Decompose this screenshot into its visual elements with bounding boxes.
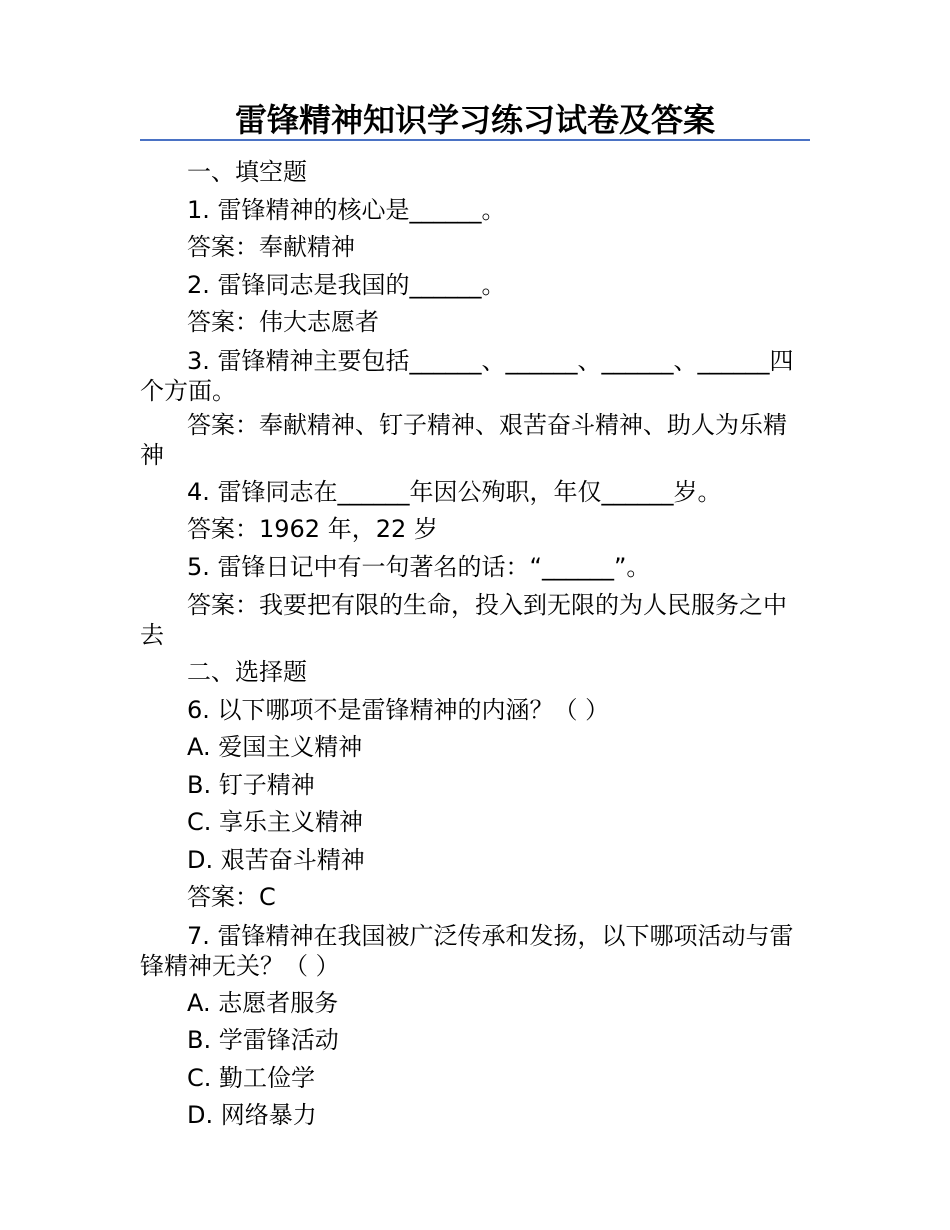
question-6: 6. 以下哪项不是雷锋精神的内涵？（ ） xyxy=(187,695,610,724)
option-7b: B. 学雷锋活动 xyxy=(187,1026,339,1054)
answer-2: 答案：伟大志愿者 xyxy=(187,308,379,336)
question-4: 4. 雷锋同志在______年因公殉职，年仅______岁。 xyxy=(187,477,722,506)
option-7d: D. 网络暴力 xyxy=(187,1101,317,1129)
document-body xyxy=(140,154,810,1135)
question-7: 7. 雷锋精神在我国被广泛传承和发扬，以下哪项活动与雷锋精神无关？（ ） xyxy=(140,921,794,980)
option-6b: B. 钉子精神 xyxy=(187,770,315,799)
question-5: 5. 雷锋日记中有一句著名的话：“______”。 xyxy=(187,552,651,581)
question-3: 3. 雷锋精神主要包括______、______、______、______四个方面。 xyxy=(140,346,794,405)
option-6a: A. 爱国主义精神 xyxy=(187,733,363,761)
section-heading-choice: 二、选择题 xyxy=(187,658,307,686)
title-underline xyxy=(140,139,810,141)
question-1: 1. 雷锋精神的核心是______。 xyxy=(187,195,506,224)
question-2: 2. 雷锋同志是我国的______。 xyxy=(187,270,506,299)
answer-1: 答案：奉献精神 xyxy=(187,233,355,261)
answer-5: 答案：我要把有限的生命，投入到无限的为人民服务之中去 xyxy=(140,591,787,649)
answer-4: 答案：1962 年，22 岁 xyxy=(187,515,438,543)
option-6d: D. 艰苦奋斗精神 xyxy=(187,845,365,874)
document-title: 雷锋精神知识学习练习试卷及答案 xyxy=(234,101,715,139)
option-6c: C. 享乐主义精神 xyxy=(187,808,364,836)
answer-3: 答案：奉献精神、钉子精神、艰苦奋斗精神、助人为乐精神 xyxy=(140,410,787,469)
answer-6: 答案：C xyxy=(187,883,276,911)
section-heading-fill-in: 一、填空题 xyxy=(187,158,307,186)
option-7c: C. 勤工俭学 xyxy=(187,1063,316,1092)
option-7a: A. 志愿者服务 xyxy=(187,988,339,1017)
